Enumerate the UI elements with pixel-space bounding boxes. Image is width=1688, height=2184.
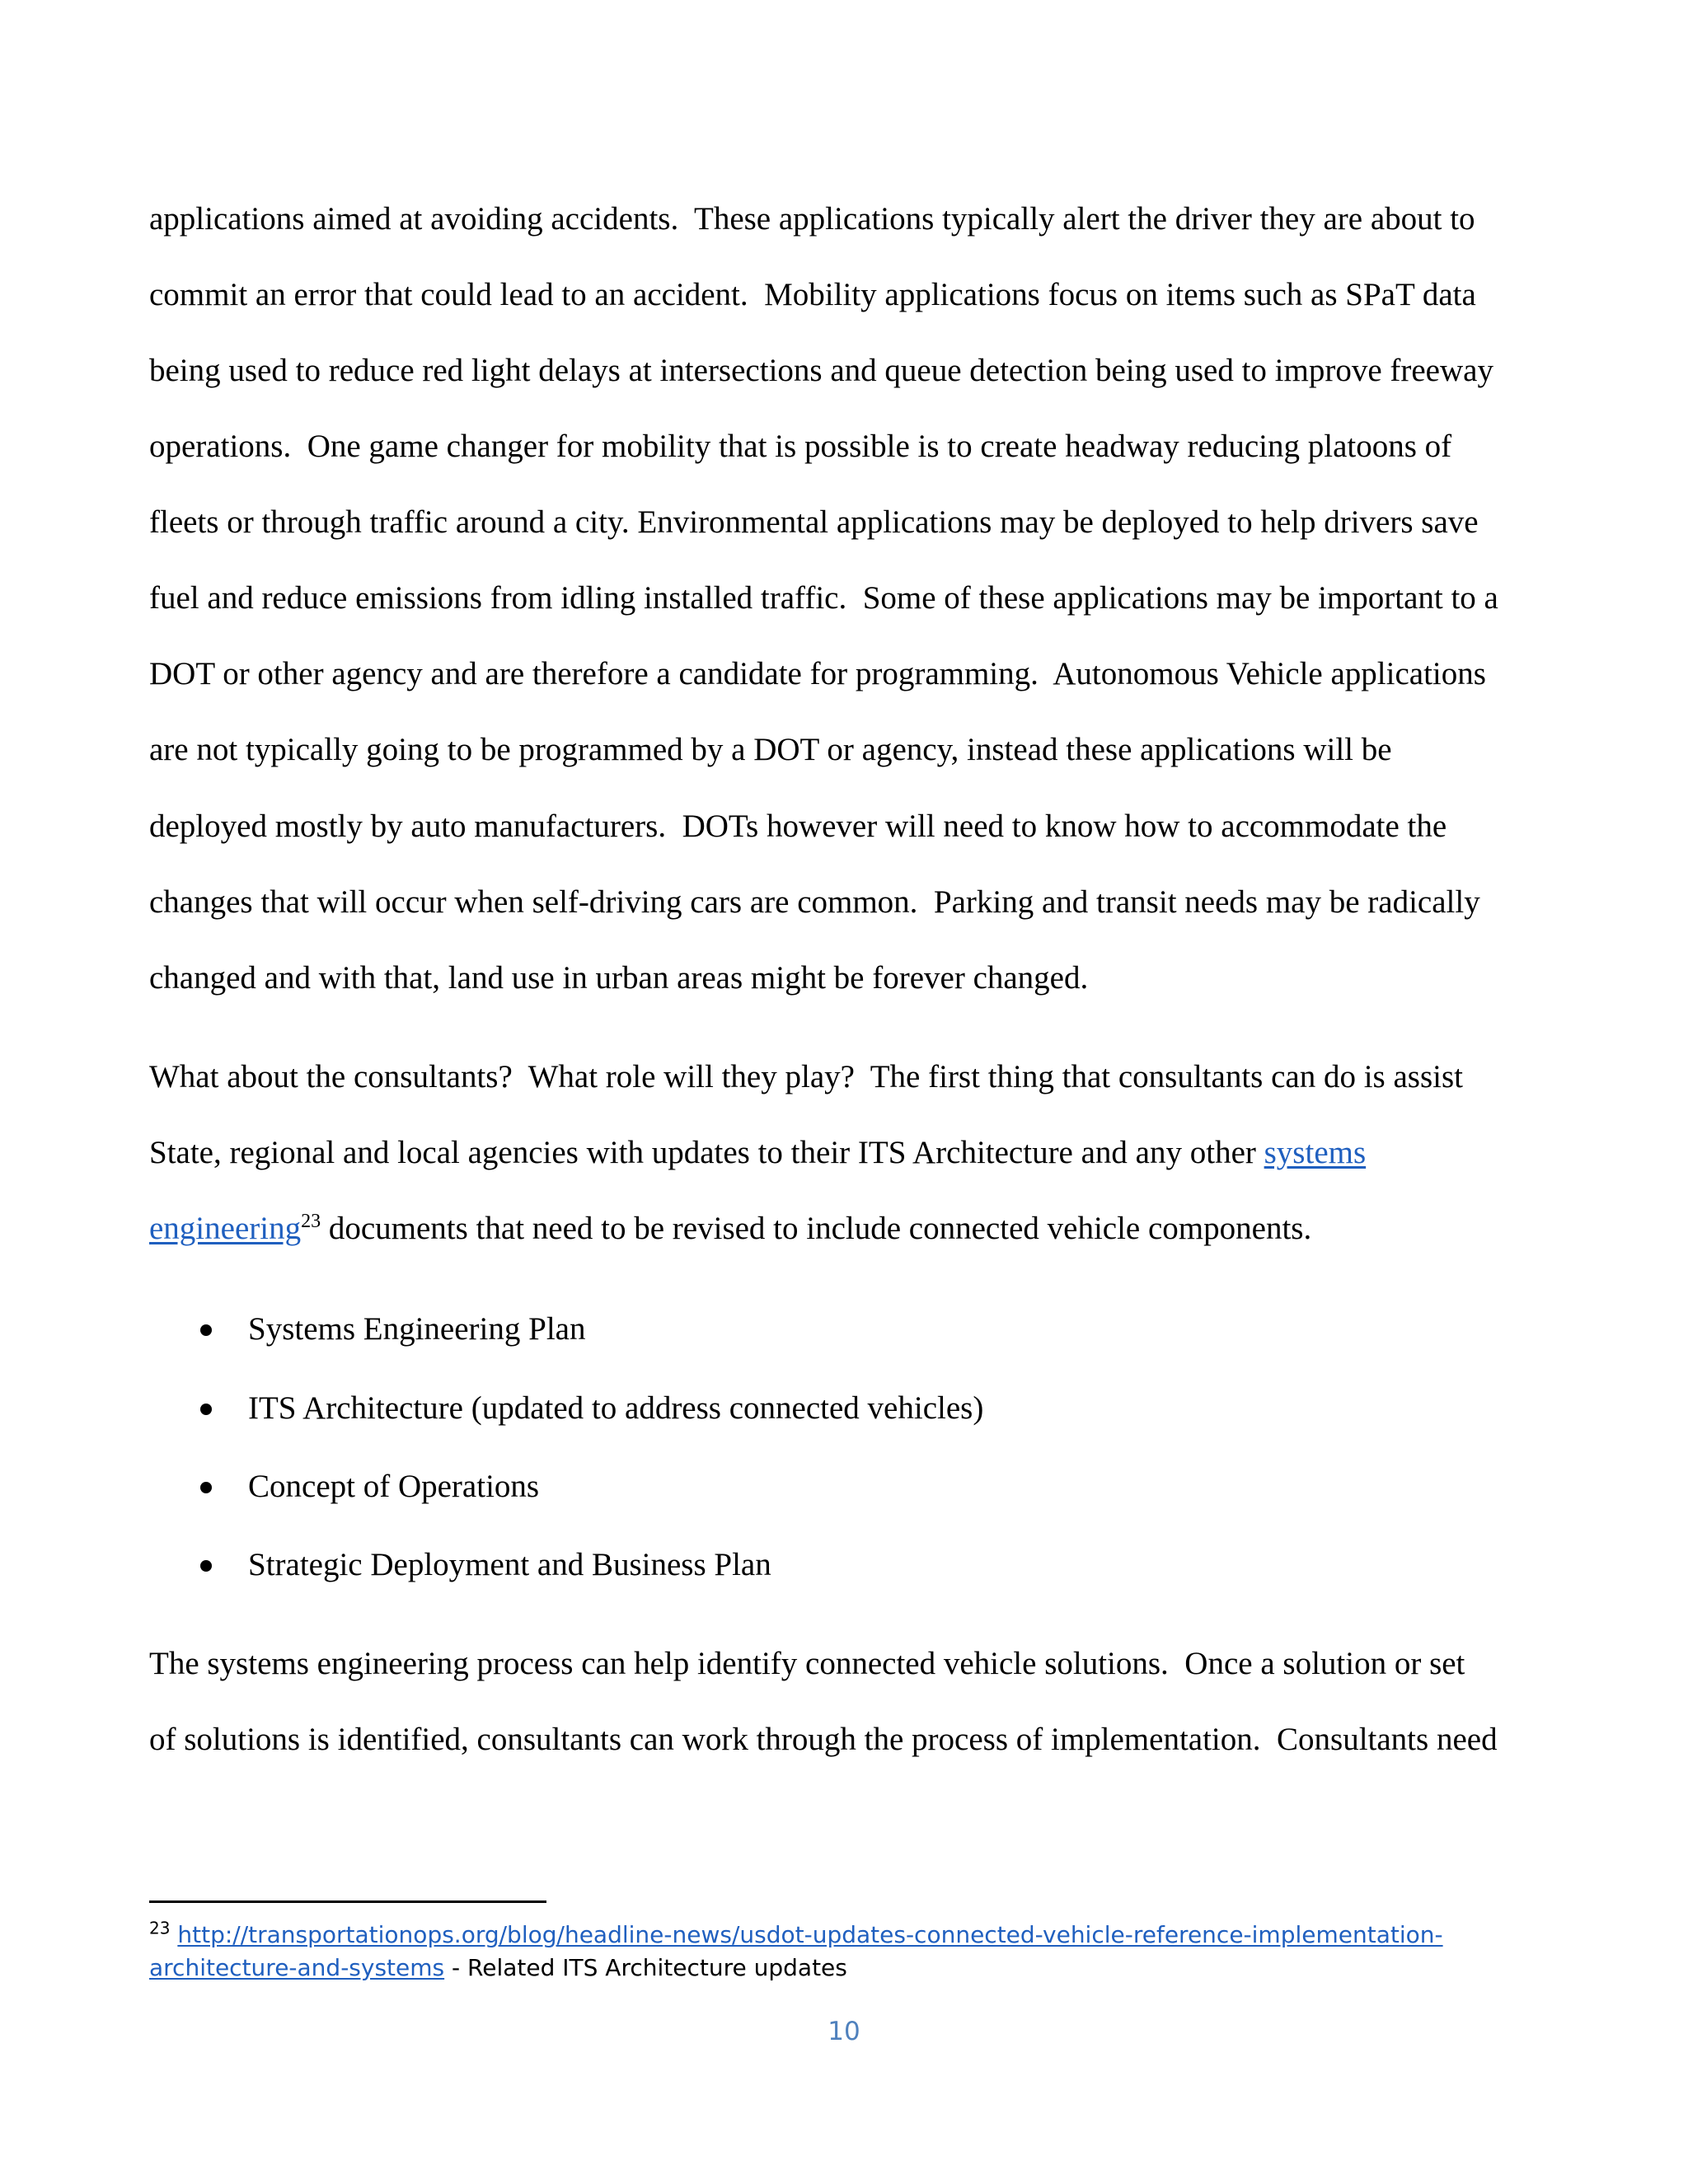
- paragraph2-line-2: [149, 1137, 1366, 1169]
- paragraph1-line-6: fuel and reduce emissions from idling installed traffic. Some of these applications may be important to a: [149, 580, 1498, 616]
- paragraph2-line-3: [149, 1212, 1311, 1244]
- paragraph2-line-2-text: State, regional and local agencies with updates to their ITS Architecture and any other: [149, 1135, 1264, 1170]
- bullet-item-concept-of-operations: Concept of Operations: [248, 1469, 540, 1504]
- bullet-item-its-architecture: ITS Architecture (updated to address connected vehicles): [248, 1390, 984, 1426]
- paragraph1-line-2: commit an error that could lead to an accident. Mobility applications focus on items such as SPaT data: [149, 277, 1476, 312]
- footnote-url-link-part1[interactable]: http://transportationops.org/blog/headline-news/usdot-updates-connected-vehicle-reference-implementation-: [177, 1921, 1443, 1948]
- bullet-marker: [200, 1482, 212, 1493]
- paragraph1-line-5: fleets or through traffic around a city. Environmental applications may be deployed to help drivers save: [149, 504, 1479, 540]
- systems-engineering-link-part1[interactable]: systems: [1264, 1135, 1367, 1170]
- bullet-item-systems-engineering-plan: Systems Engineering Plan: [248, 1311, 586, 1347]
- paragraph1-line-10: changes that will occur when self-driving cars are common. Parking and transit needs may be radically: [149, 884, 1480, 920]
- systems-engineering-link-part2[interactable]: engineering: [149, 1211, 302, 1246]
- footnote-url-link-part2[interactable]: architecture-and-systems: [149, 1954, 445, 1981]
- paragraph1-line-11: changed and with that, land use in urban areas might be forever changed.: [149, 960, 1089, 996]
- paragraph2-line-3-text: documents that need to be revised to include connected vehicle components.: [321, 1211, 1312, 1246]
- paragraph1-line-4: operations. One game changer for mobility that is possible is to create headway reducing platoons of: [149, 429, 1452, 464]
- paragraph1-line-1: applications aimed at avoiding accidents. These applications typically alert the driver they are about to: [149, 201, 1475, 237]
- footnote-line-1: [149, 1918, 1443, 1948]
- footnote-line-2: [149, 1954, 847, 1981]
- bullet-marker: [200, 1560, 212, 1572]
- footnote-separator: [149, 1900, 546, 1903]
- paragraph1-line-7: DOT or other agency and are therefore a candidate for programming. Autonomous Vehicle applications: [149, 656, 1486, 691]
- paragraph1-line-3: being used to reduce red light delays at intersections and queue detection being used to improve freeway: [149, 353, 1493, 388]
- footnote-number: 23: [149, 1918, 171, 1938]
- footnote-reference[interactable]: 23: [301, 1211, 321, 1232]
- bullet-item-strategic-deployment: Strategic Deployment and Business Plan: [248, 1547, 771, 1582]
- bullet-marker: [200, 1404, 212, 1415]
- paragraph1-line-8: are not typically going to be programmed by a DOT or agency, instead these applications will be: [149, 732, 1392, 767]
- bullet-marker: [200, 1324, 212, 1336]
- paragraph3-line-1: The systems engineering process can help identify connected vehicle solutions. Once a solution or set: [149, 1646, 1465, 1681]
- paragraph2-line-1: What about the consultants? What role will they play? The first thing that consultants can do is assist: [149, 1059, 1463, 1094]
- page-number: 10: [828, 2017, 860, 2046]
- paragraph3-line-2: of solutions is identified, consultants can work through the process of implementation. Consultants need: [149, 1722, 1498, 1757]
- footnote-description: - Related ITS Architecture updates: [444, 1954, 847, 1981]
- paragraph1-line-9: deployed mostly by auto manufacturers. DOTs however will need to know how to accommodate the: [149, 808, 1447, 844]
